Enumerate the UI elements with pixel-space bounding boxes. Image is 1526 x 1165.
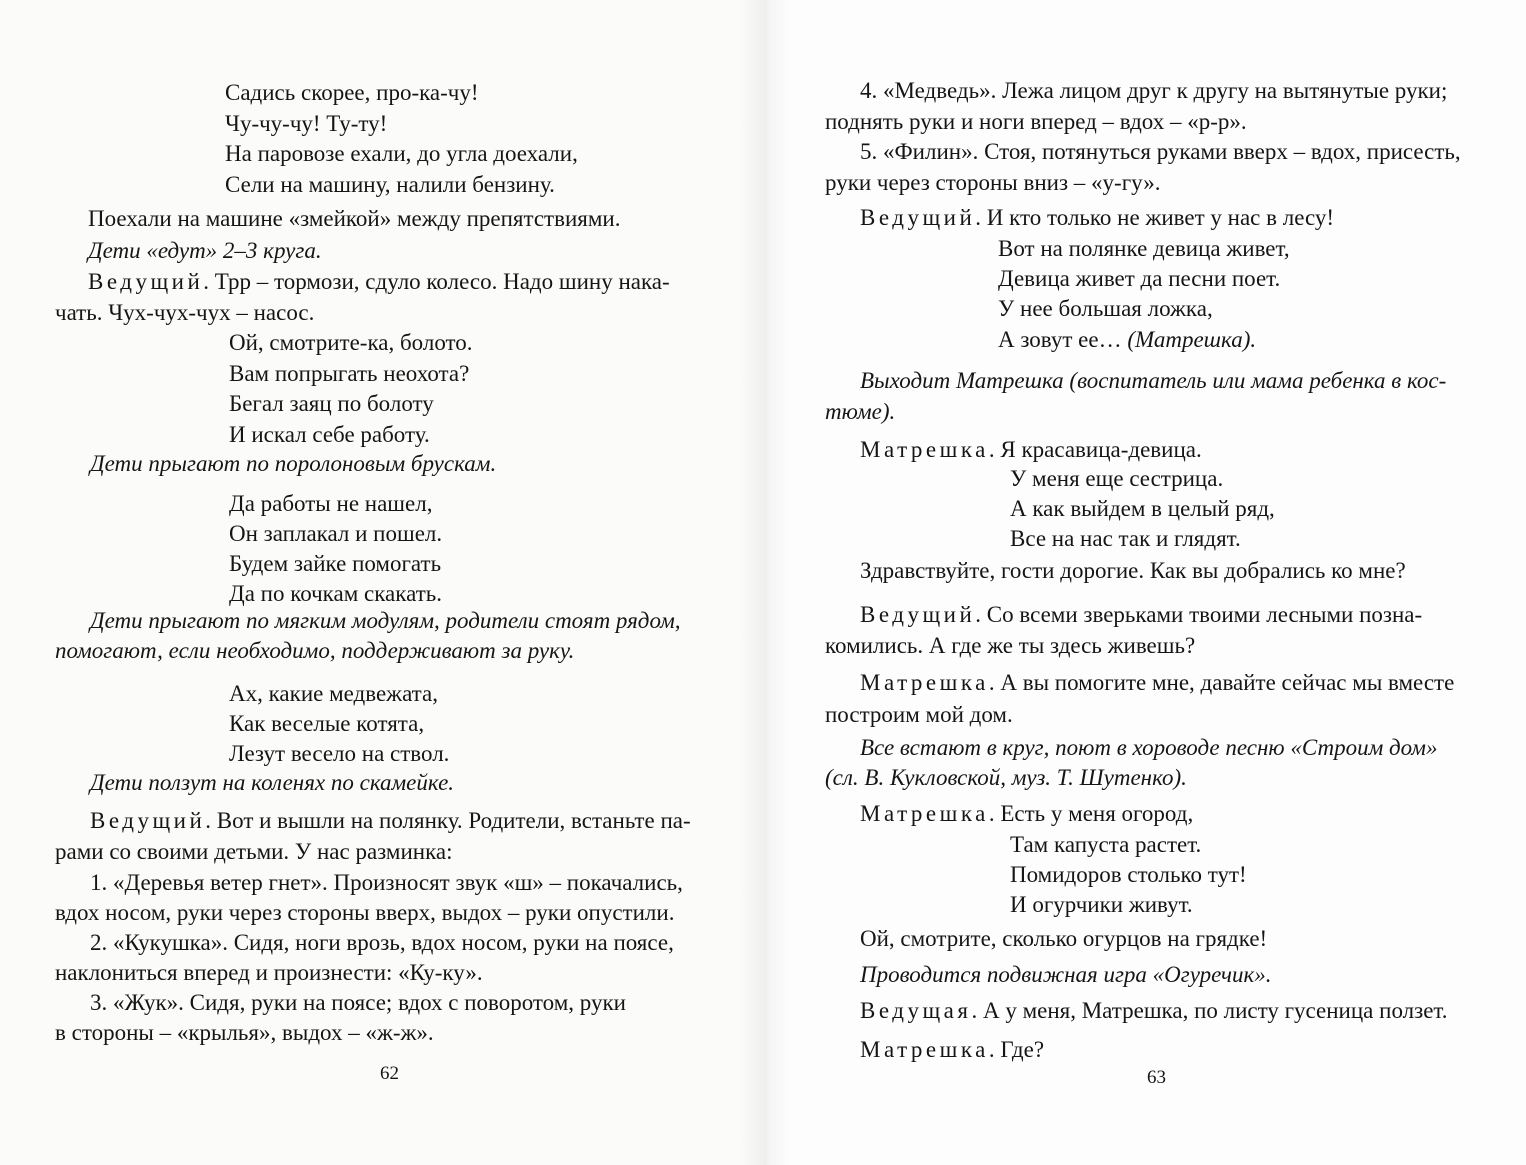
dialogue-line [88,267,670,297]
dialogue-text: . А вы помогите мне, давайте сейчас мы вместе [988,670,1455,695]
prose-line: Ой, смотрите, сколько огурцов на грядке! [860,926,1268,951]
dialogue-line [860,203,1334,233]
verse-answer: (Матрешка). [1127,327,1257,352]
verse-line: Он заплакал и пошел. [229,521,443,546]
dialogue-line [860,435,1202,465]
prose-line: поднять руки и ноги вперед – вдох – «р-р». [825,109,1247,134]
stage-direction: тюме). [825,399,896,424]
speaker-name: Матрешка [860,801,989,826]
dialogue-line [90,806,691,836]
speaker-name: Ведущий [90,808,206,833]
dialogue-text: . Вот и вышли на полянку. Родители, встаньте па- [205,808,691,833]
prose-line: построим мой дом. [825,702,1013,727]
verse-line: Сели на машину, налили бензину. [225,172,555,197]
prose-line: Поехали на машине «змейкой» между препятствиями. [88,206,621,231]
stage-direction: помогают, если необходимо, поддерживают за руку. [55,638,575,663]
speaker-name: Матрешка [860,670,989,695]
speaker-name: Ведущий [860,205,976,230]
stage-direction: (сл. В. Кукловской, муз. Т. Шутенко). [825,765,1187,790]
verse-line: Там капуста растет. [1010,832,1202,857]
exercise-item: 1. «Деревья ветер гнет». Произносят звук «ш» – покачались, [90,870,683,895]
stage-direction: Дети прыгают по поролоновым брускам. [90,451,497,476]
dialogue-text: . Со всеми зверьками твоими лесными позна- [975,602,1423,627]
verse-line: У нее большая ложка, [998,296,1213,321]
verse-line: И искал себе работу. [229,422,430,447]
exercise-item: 2. «Кукушка». Сидя, ноги врозь, вдох носом, руки на поясе, [90,930,674,955]
verse-line [998,325,1256,355]
dialogue-line [860,668,1454,698]
verse-line: На паровозе ехали, до угла доехали, [225,141,578,166]
speaker-name: Ведущий [88,269,204,294]
speaker-name: Ведущий [860,602,976,627]
verse-line: У меня еще сестрица. [1010,466,1224,491]
verse-text: А зовут ее… [998,327,1122,352]
exercise-item: 3. «Жук». Сидя, руки на поясе; вдох с поворотом, руки [90,990,626,1015]
verse-line: Да по кочкам скакать. [229,581,442,606]
verse-line: Все на нас так и глядят. [1010,526,1241,551]
dialogue-text: . Я красавица-девица. [988,437,1202,462]
stage-direction: Все встают в круг, поют в хороводе песню «Строим дом» [860,735,1438,760]
dialogue-line [860,996,1447,1026]
stage-direction: Дети прыгают по мягким модулям, родители стоят рядом, [90,608,681,633]
verse-line: Будем зайке помогать [229,551,442,576]
stage-direction: Выходит Матрешка (воспитатель или мама ребенка в кос- [860,368,1447,393]
dialogue-line [860,600,1422,630]
prose-line: чать. Чух-чух-чух – насос. [55,300,315,325]
speaker-name: Матрешка [860,1037,989,1062]
verse-line: И огурчики живут. [1010,892,1193,917]
dialogue-line [860,1035,1044,1065]
verse-line: Бегал заяц по болоту [229,391,434,416]
book-gutter [740,0,790,1165]
verse-line: Помидоров столько тут! [1010,862,1247,887]
verse-line: Чу-чу-чу! Ту-ту! [225,111,388,136]
dialogue-line [860,799,1193,829]
dialogue-text: . А у меня, Матрешка, по листу гусеница ползет. [971,998,1448,1023]
prose-line: Здравствуйте, гости дорогие. Как вы добрались ко мне? [860,558,1406,583]
exercise-item: 4. «Медведь». Лежа лицом друг к другу на вытянутые руки; [860,78,1448,103]
dialogue-text: . Трр – тормози, сдуло колесо. Надо шину нака- [203,269,670,294]
verse-line: Вам попрыгать неохота? [229,361,470,386]
speaker-name: Матрешка [860,437,989,462]
verse-line: А как выйдем в целый ряд, [1010,496,1275,521]
verse-line: Как веселые котята, [229,711,425,736]
prose-line: вдох носом, руки через стороны вверх, выдох – руки опустили. [55,900,675,925]
speaker-name: Ведущая [860,998,972,1023]
verse-line: Да работы не нашел, [229,491,433,516]
page-number: 63 [1147,1067,1166,1088]
dialogue-text: . Есть у меня огород, [988,801,1194,826]
prose-line: рами со своими детьми. У нас разминка: [55,839,453,864]
exercise-item: 5. «Филин». Стоя, потянуться руками вверх – вдох, присесть, [860,139,1461,164]
verse-line: Лезут весело на ствол. [229,741,450,766]
prose-line: наклониться вперед и произнести: «Ку-ку». [55,960,483,985]
stage-direction: Дети ползут на коленях по скамейке. [90,770,455,795]
verse-line: Садись скорее, про-ка-чу! [225,80,479,105]
dialogue-text: . И кто только не живет у нас в лесу! [975,205,1335,230]
prose-line: руки через стороны вниз – «у-гу». [825,170,1161,195]
stage-direction: Проводится подвижная игра «Огуречик». [860,962,1272,987]
verse-line: Ах, какие медвежата, [229,681,438,706]
page-number: 62 [380,1063,399,1084]
dialogue-text: . Где? [988,1037,1045,1062]
verse-line: Девица живет да песни поет. [998,266,1281,291]
verse-line: Вот на полянке девица живет, [998,236,1290,261]
stage-direction: Дети «едут» 2–3 круга. [88,238,322,263]
verse-line: Ой, смотрите-ка, болото. [229,330,473,355]
prose-line: комились. А где же ты здесь живешь? [825,633,1196,658]
prose-line: в стороны – «крылья», выдох – «ж-ж». [55,1020,434,1045]
